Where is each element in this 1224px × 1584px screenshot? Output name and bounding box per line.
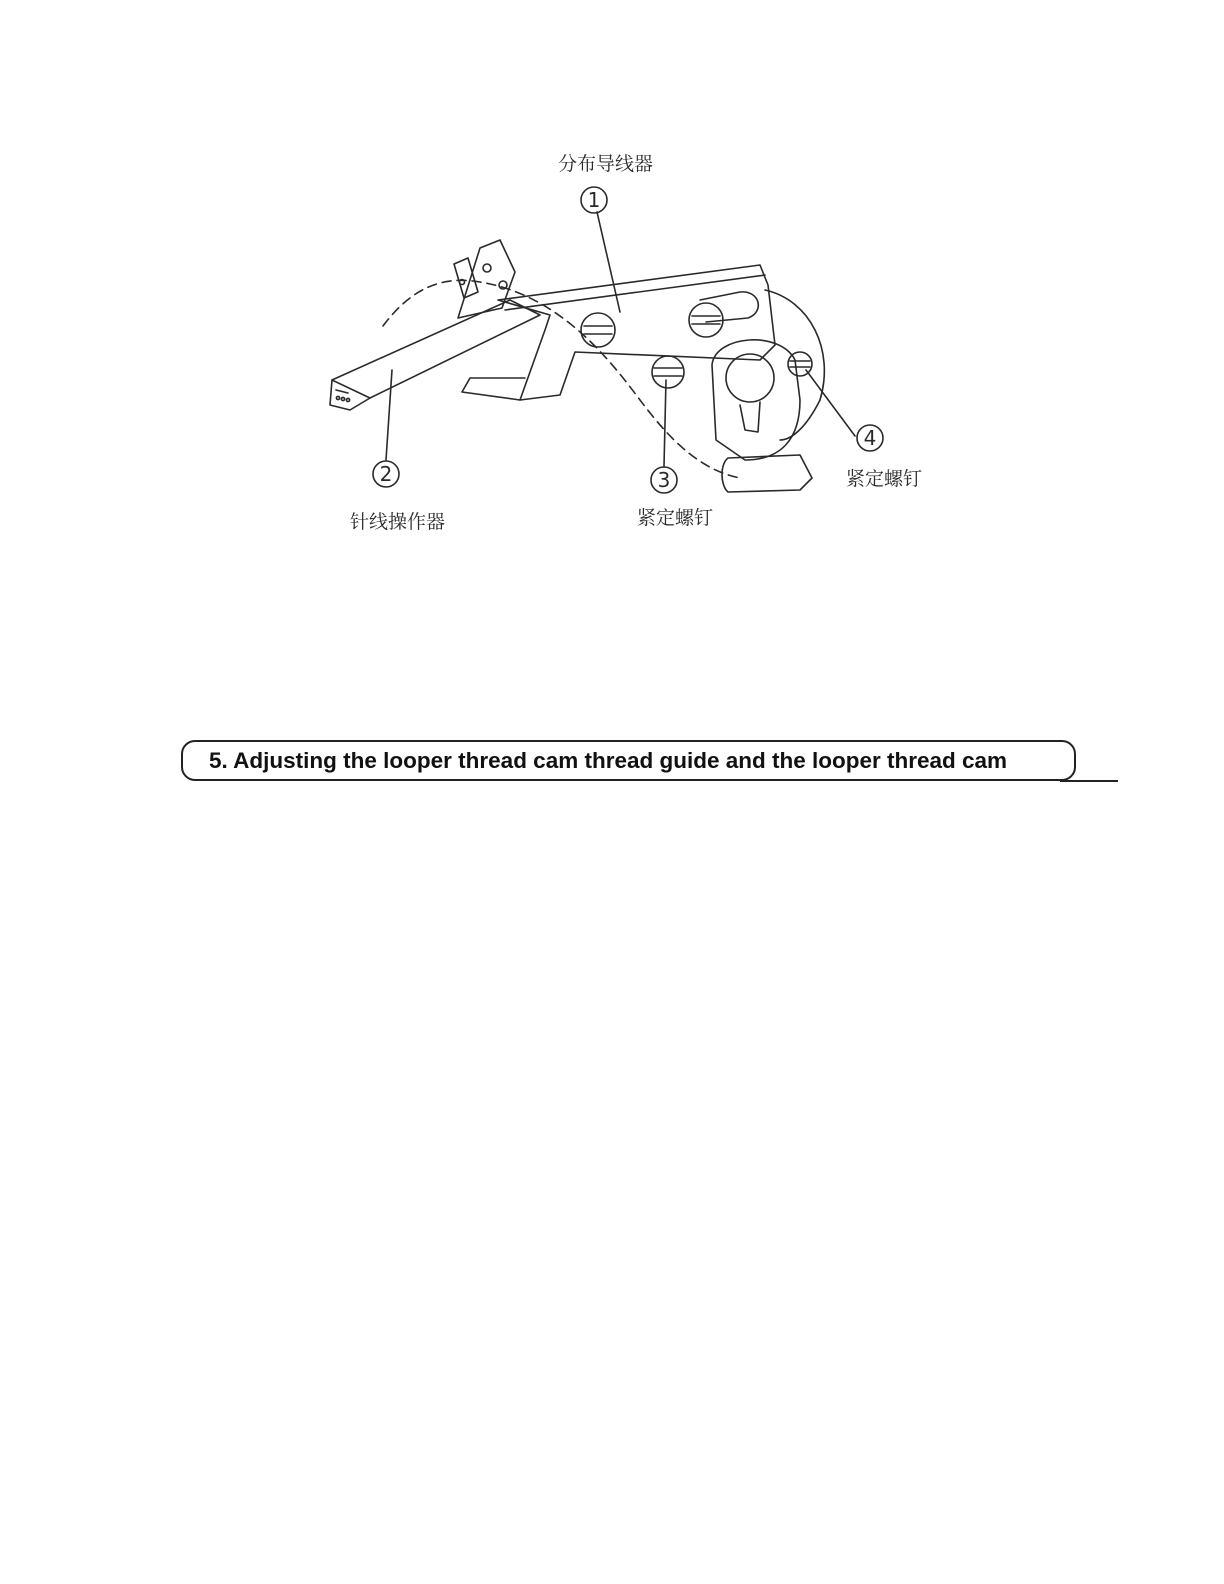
section-heading-text: 5. Adjusting the looper thread cam thread guide and the looper thread cam <box>209 747 1008 773</box>
leader-3 <box>664 380 666 466</box>
heading-underline <box>1060 780 1118 782</box>
section-heading <box>181 740 1076 781</box>
label-set-screw-4: 紧定螺钉 <box>846 468 923 490</box>
callout-number-2: 2 <box>379 462 393 486</box>
screw-b <box>689 303 723 337</box>
callout-number-3: 3 <box>657 468 671 492</box>
label-thread-distributor: 分布导线器 <box>558 153 654 175</box>
thread-path <box>383 280 740 478</box>
label-needle-thread-operator: 针线操作器 <box>350 511 446 533</box>
callout-number-1: 1 <box>587 188 601 212</box>
label-set-screw-3: 紧定螺钉 <box>637 507 714 529</box>
looper-thread-guide-diagram <box>0 0 1224 600</box>
guide-plate <box>498 265 775 400</box>
screw-3 <box>652 356 684 388</box>
leader-2 <box>386 370 392 460</box>
foot-plate <box>722 455 812 492</box>
leader-4 <box>806 370 855 436</box>
back-plate <box>458 240 515 318</box>
screw-a <box>581 313 615 347</box>
cam-disk <box>765 290 824 440</box>
callout-number-4: 4 <box>863 426 877 450</box>
thread-lever <box>332 300 540 398</box>
